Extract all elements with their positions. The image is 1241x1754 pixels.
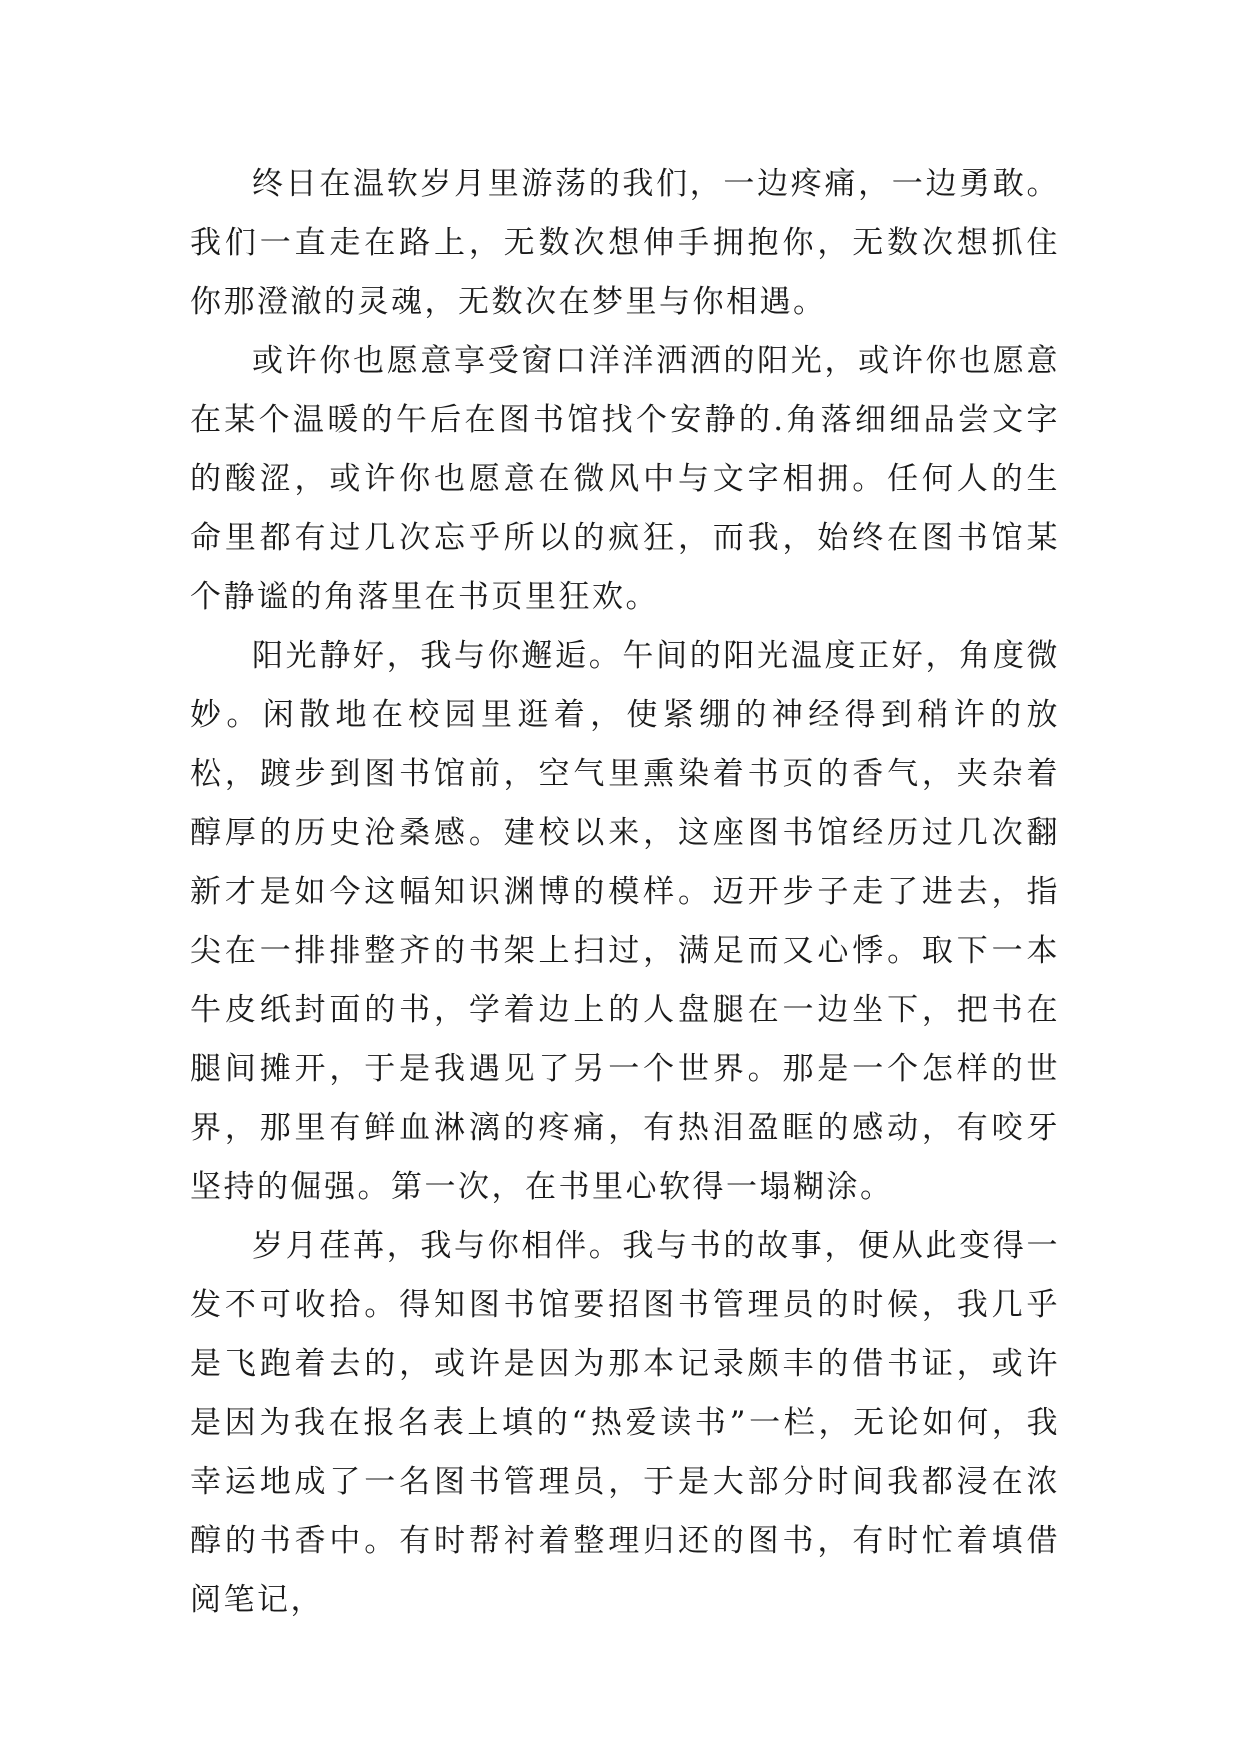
document-body (190, 155, 1060, 1630)
paragraph-3: 阳光静好，我与你邂逅。午间的阳光温度正好，角度微妙。闲散地在校园里逛着，使紧绷的神经得到稍许的放松，踱步到图书馆前，空气里熏染着书页的香气，夹杂着醇厚的历史沧桑感。建校以来，这座图书馆经历过几次翻新才是如今这幅知识渊博的模样。迈开步子走了进去，指尖在一排排整齐的书架上扫过，满足而又心悸。取下一本牛皮纸封面的书，学着边上的人盘腿在一边坐下，把书在腿间摊开，于是我遇见了另一个世界。那是一个怎样的世界，那里有鲜血淋漓的疼痛，有热泪盈眶的感动，有咬牙坚持的倔强。第一次，在书里心软得一塌糊涂。 (190, 638, 1060, 1205)
paragraph-4: 岁月荏苒，我与你相伴。我与书的故事，便从此变得一发不可收拾。得知图书馆要招图书管理员的时候，我几乎是飞跑着去的，或许是因为那本记录颇丰的借书证，或许是因为我在报名表上填的“热爱读书”一栏，无论如何，我幸运地成了一名图书管理员，于是大部分时间我都浸在浓醇的书香中。有时帮衬着整理归还的图书，有时忙着填借阅笔记， (190, 1228, 1060, 1618)
paragraph-1: 终日在温软岁月里游荡的我们，一边疼痛，一边勇敢。我们一直走在路上，无数次想伸手拥抱你，无数次想抓住你那澄澈的灵魂，无数次在梦里与你相遇。 (190, 166, 1060, 320)
paragraph-2: 或许你也愿意享受窗口洋洋洒洒的阳光，或许你也愿意在某个温暖的午后在图书馆找个安静的.角落细细品尝文字的酸涩，或许你也愿意在微风中与文字相拥。任何人的生命里都有过几次忘乎所以的疯狂，而我，始终在图书馆某个静谧的角落里在书页里狂欢。 (190, 343, 1060, 615)
